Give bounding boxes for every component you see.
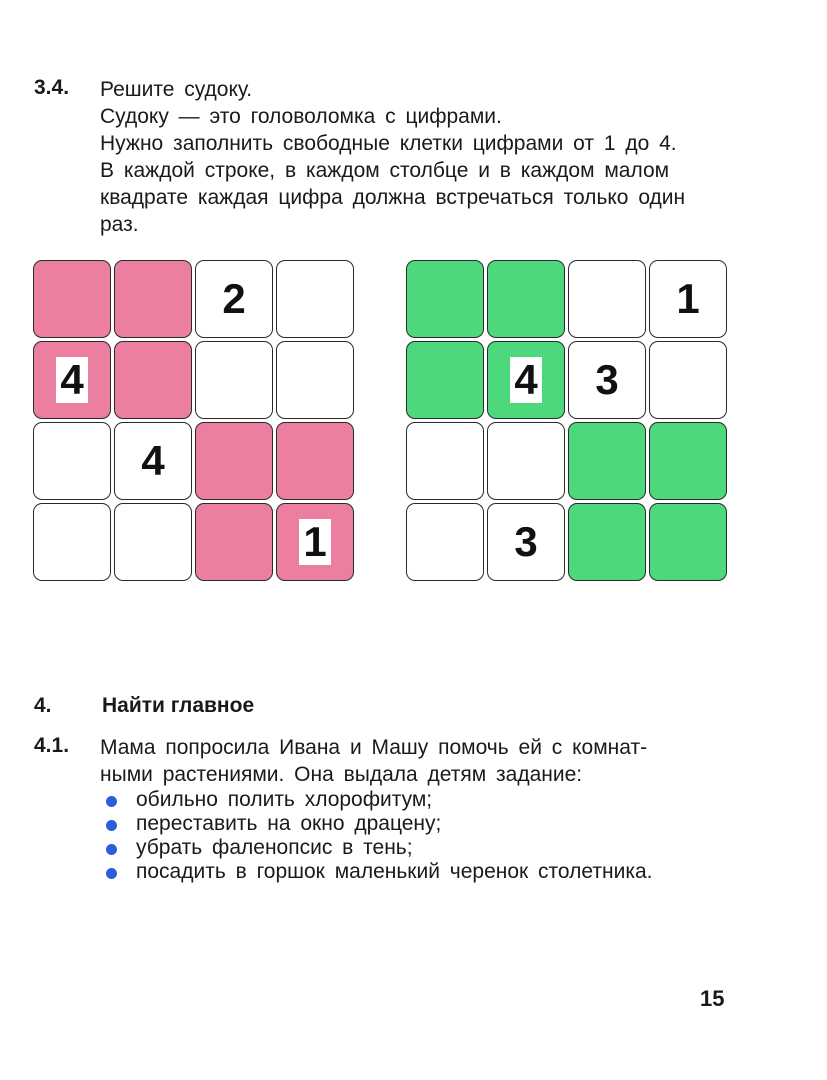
sudoku-digit: 4 [510, 357, 541, 403]
sudoku-cell [649, 260, 727, 338]
sudoku-grid-pink [33, 260, 354, 581]
task-line: Нужно заполнить свободные клетки цифрами от 1 до 4. [100, 132, 677, 155]
bullet-text: убрать фаленопсис в тень; [136, 836, 413, 859]
sudoku-cell[interactable] [406, 260, 484, 338]
task-4-1 [34, 734, 734, 884]
sudoku-digit: 2 [222, 275, 246, 322]
sudoku-cell [276, 503, 354, 581]
task-number: 3.4. [34, 76, 70, 99]
sudoku-cell [487, 341, 565, 419]
sudoku-cell[interactable] [114, 503, 192, 581]
task-line: Решите судоку. [100, 78, 253, 101]
section-title: Найти главное [102, 694, 255, 717]
bullet-dot-icon [106, 820, 117, 831]
task-line: В каждой строке, в каждом столбце и в каждом малом [100, 159, 670, 182]
bullet-item [100, 812, 734, 836]
bullet-dot-icon [106, 844, 117, 855]
sudoku-cell[interactable] [649, 503, 727, 581]
sudoku-cell[interactable] [649, 341, 727, 419]
sudoku-cell[interactable] [276, 422, 354, 500]
sudoku-digit: 4 [56, 357, 87, 403]
sudoku-grid-green [406, 260, 727, 581]
section-number: 4. [34, 694, 52, 717]
sudoku-digit: 4 [141, 437, 165, 484]
bullet-text: переставить на окно драцену; [136, 812, 442, 835]
sudoku-cell[interactable] [406, 503, 484, 581]
sudoku-cell[interactable] [406, 341, 484, 419]
task-text [100, 76, 734, 238]
bullet-text: посадить в горшок маленький черенок столетника. [136, 860, 653, 883]
sudoku-cell[interactable] [33, 503, 111, 581]
sudoku-cell[interactable] [114, 260, 192, 338]
sudoku-cell[interactable] [487, 260, 565, 338]
bullet-item [100, 860, 734, 884]
sudoku-digit: 1 [299, 519, 330, 565]
bullet-item [100, 836, 734, 860]
sudoku-cell[interactable] [568, 422, 646, 500]
sudoku-cell[interactable] [33, 260, 111, 338]
task-3-4 [34, 76, 734, 238]
sudoku-cell[interactable] [195, 422, 273, 500]
sudoku-cell [114, 422, 192, 500]
bullet-dot-icon [106, 868, 117, 879]
task-line: Мама попросила Ивана и Машу помочь ей с комнат- [100, 736, 648, 759]
sudoku-cell [568, 341, 646, 419]
sudoku-digit: 3 [595, 356, 619, 403]
sudoku-cell[interactable] [195, 503, 273, 581]
bullet-dot-icon [106, 796, 117, 807]
sudoku-cell[interactable] [33, 422, 111, 500]
task-text [100, 734, 734, 788]
sudoku-cell[interactable] [487, 422, 565, 500]
sudoku-digit: 1 [676, 275, 700, 322]
sudoku-cell[interactable] [568, 503, 646, 581]
sudoku-cell[interactable] [649, 422, 727, 500]
sudoku-cell[interactable] [276, 341, 354, 419]
sudoku-cell[interactable] [406, 422, 484, 500]
sudoku-digit: 3 [514, 518, 538, 565]
sudoku-cell[interactable] [276, 260, 354, 338]
page-number: 15 [700, 986, 725, 1011]
bullet-text: обильно полить хлорофитум; [136, 788, 433, 811]
sudoku-cell [487, 503, 565, 581]
sudoku-cell [195, 260, 273, 338]
task-line: ными растениями. Она выдала детям задание: [100, 763, 583, 786]
task-line: раз. [100, 213, 139, 236]
task-number: 4.1. [34, 734, 70, 757]
task-line: квадрате каждая цифра должна встречаться только один [100, 186, 686, 209]
bullet-item [100, 788, 734, 812]
sudoku-cell [33, 341, 111, 419]
sudoku-cell[interactable] [568, 260, 646, 338]
task-line: Судоку — это головоломка с цифрами. [100, 105, 502, 128]
sudoku-cell[interactable] [114, 341, 192, 419]
sudoku-cell[interactable] [195, 341, 273, 419]
bullet-list [34, 788, 734, 884]
